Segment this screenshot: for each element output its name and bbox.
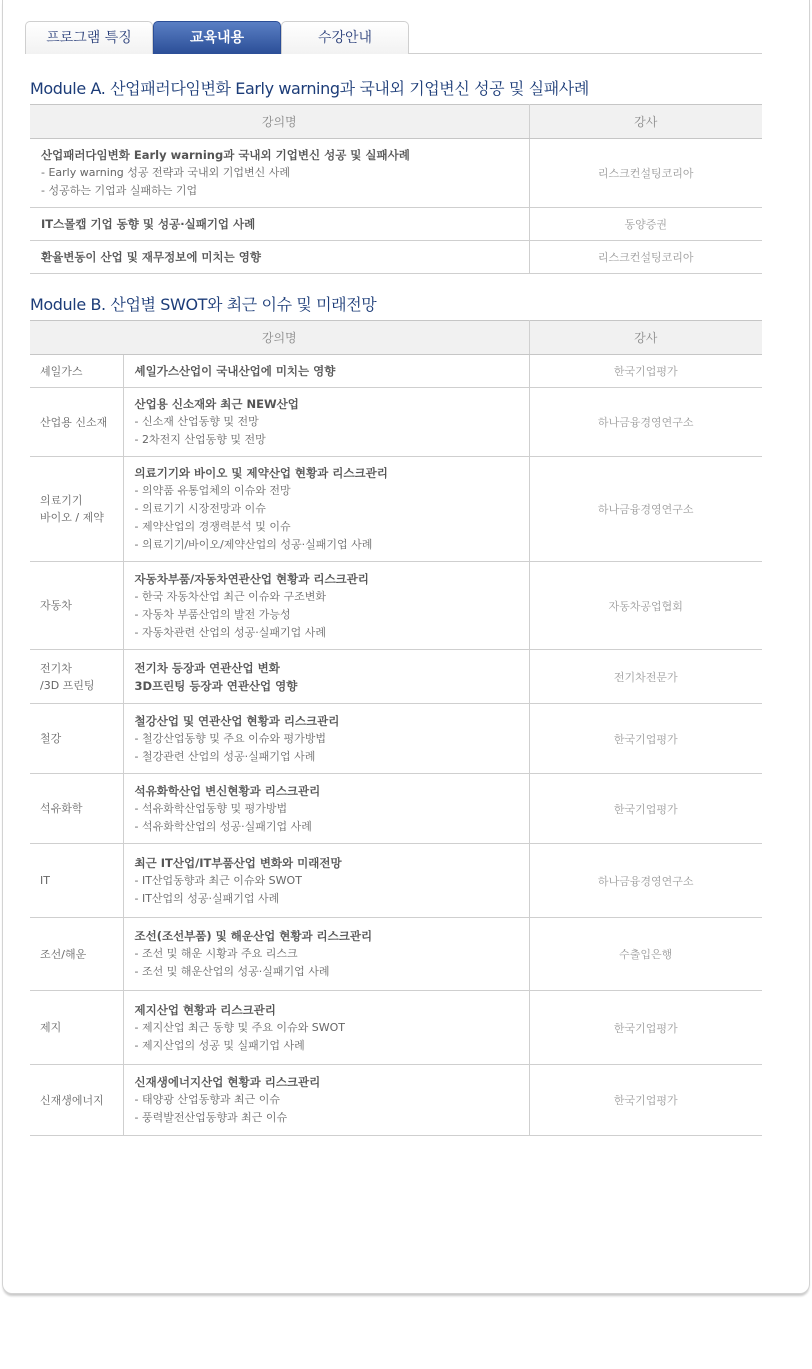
tab-enrollment-info[interactable]: 수강안내 [281,21,409,54]
lecture-sub: - 석유화학산업의 성공·실패기업 사례 [134,819,312,833]
table-row [30,774,762,844]
instructor-cell: 한국기업평가 [529,991,762,1065]
table-row [30,388,762,457]
table-row [30,457,762,562]
instructor-cell: 한국기업평가 [529,1065,762,1136]
category-label: 조선/해운 [40,947,87,961]
instructor-cell: 한국기업평가 [529,355,762,388]
category-label: 셰일가스 [40,364,83,378]
lecture-sub: - 철강산업동향 및 주요 이슈와 평가방법 [134,731,326,745]
header-lecture: 강의명 [30,105,529,139]
category-label: 산업용 신소재 [40,415,108,429]
lecture-cell [30,208,529,241]
table-row [30,208,762,241]
lecture-title: 제지산업 현황과 리스크관리 [134,1002,276,1017]
category-label: 석유화학 [40,802,83,815]
table-row [30,562,762,650]
header-lecture: 강의명 [30,321,529,355]
lecture-sub: - 한국 자동차산업 최근 이슈와 구조변화 [134,589,326,603]
lecture-sub: - IT산업동향과 최근 이슈와 SWOT [134,873,302,887]
instructor-cell: 리스크컨설팅코리아 [529,241,762,274]
lecture-cell [123,457,529,562]
table-row [30,139,762,208]
category-cell [30,1065,123,1136]
lecture-sub: - 의료기기/바이오/제약산업의 성공·실패기업 사례 [134,538,373,551]
category-cell [30,650,123,704]
lecture-cell [123,1065,529,1136]
lecture-sub: - IT산업의 성공·실패기업 사례 [134,891,280,905]
lecture-sub: - 자동차 부품산업의 발전 가능성 [134,607,291,621]
lecture-sub: - 성공하는 기업과 실패하는 기업 [41,184,198,197]
lecture-cell [30,139,529,208]
instructor-cell: 하나금융경영연구소 [529,457,762,562]
lecture-sub: - 조선 및 해운산업의 성공·실패기업 사례 [134,965,330,978]
lecture-title: 신재생에너지산업 현황과 리스크관리 [134,1075,321,1089]
category-cell [30,844,123,918]
module-b-title: Module B. 산업별 SWOT와 최근 이슈 및 미래전망 [30,295,377,314]
lecture-cell [123,650,529,704]
lecture-title: 산업패러다임변화 Early warning과 국내외 기업변신 성공 및 실패사례 [41,148,410,162]
table-row [30,650,762,704]
lecture-sub: - 의료기기 시장전망과 이슈 [134,502,266,515]
lecture-cell [123,562,529,650]
lecture-title: 의료기기와 바이오 및 제약산업 현황과 리스크관리 [134,466,388,480]
instructor-cell: 리스크컨설팅코리아 [529,139,762,208]
lecture-cell [123,991,529,1065]
lecture-sub: - 2차전지 산업동향 및 전망 [134,433,266,446]
lecture-title: 석유화학산업 변신현황과 리스크관리 [134,783,321,798]
category-cell [30,562,123,650]
category-label: 철강 [40,732,62,745]
category-label: 바이오 / 제약 [40,511,104,524]
table-row [30,918,762,991]
module-b-table [30,320,762,1136]
lecture-sub: - 풍력발전산업동향과 최근 이슈 [134,1111,288,1124]
lecture-cell [123,388,529,457]
category-cell [30,918,123,991]
category-cell [30,774,123,844]
tab-program-features[interactable]: 프로그램 특징 [25,21,153,54]
lecture-title: 최근 IT산업/IT부품산업 변화와 미래전망 [134,855,342,870]
tab-curriculum[interactable]: 교육내용 [153,21,281,54]
lecture-sub: - 제약산업의 경쟁력분석 및 이슈 [134,520,291,533]
lecture-title: 산업용 신소재와 최근 NEW산업 [134,397,299,411]
category-label: 의료기기 [40,494,83,507]
instructor-cell: 한국기업평가 [529,774,762,844]
table-row [30,1065,762,1136]
lecture-title: 셰일가스산업이 국내산업에 미치는 영향 [134,364,336,378]
instructor-cell: 전기차전문가 [529,650,762,704]
lecture-sub: - 신소재 산업동향 및 전망 [134,415,259,428]
lecture-sub: - Early warning 성공 전략과 국내외 기업변신 사례 [41,166,291,179]
category-cell [30,991,123,1065]
instructor-cell: 하나금융경영연구소 [529,844,762,918]
lecture-title: 환율변동이 산업 및 재무정보에 미치는 영향 [41,250,261,264]
table-row [30,704,762,774]
lecture-cell [123,918,529,991]
lecture-sub: - 태양광 산업동향과 최근 이슈 [134,1093,280,1106]
instructor-cell: 한국기업평가 [529,704,762,774]
table-row [30,355,762,388]
table-row [30,991,762,1065]
lecture-sub: - 자동차관련 산업의 성공·실패기업 사례 [134,625,326,639]
lecture-cell [123,355,529,388]
lecture-sub: - 제지산업의 성공 및 실패기업 사례 [134,1038,305,1052]
lecture-sub: - 철강관련 산업의 성공·실패기업 사례 [134,749,316,763]
lecture-title: IT스몰캡 기업 동향 및 성공·실패기업 사례 [41,217,256,231]
lecture-title: 철강산업 및 연관산업 현황과 리스크관리 [134,713,340,728]
lecture-cell [30,241,529,274]
instructor-cell: 자동차공업협회 [529,562,762,650]
category-label: IT [40,874,50,887]
category-label: 자동차 [40,599,72,612]
category-cell [30,457,123,562]
category-cell [30,355,123,388]
header-instructor: 강사 [529,105,762,139]
lecture-sub: - 석유화학산업동향 및 평가방법 [134,801,288,815]
lecture-sub: - 제지산업 최근 동향 및 주요 이슈와 SWOT [134,1020,345,1034]
category-label: 제지 [40,1021,62,1034]
category-cell [30,388,123,457]
instructor-cell: 수출입은행 [529,918,762,991]
lecture-cell [123,844,529,918]
module-a-title: Module A. 산업패러다임변화 Early warning과 국내외 기업변신 성공 및 실패사례 [30,79,589,98]
lecture-sub: - 의약품 유통업체의 이슈와 전망 [134,484,291,497]
table-row [30,844,762,918]
category-label: /3D 프린팅 [40,678,95,692]
lecture-title: 3D프린팅 등장과 연관산업 영향 [134,678,298,693]
instructor-cell: 하나금융경영연구소 [529,388,762,457]
category-cell [30,704,123,774]
header-instructor: 강사 [529,321,762,355]
lecture-title: 조선(조선부품) 및 해운산업 현황과 리스크관리 [134,929,373,943]
lecture-cell [123,704,529,774]
tab-bar [25,21,762,54]
category-label: 신재생에너지 [40,1093,104,1107]
lecture-cell [123,774,529,844]
category-label: 전기차 [40,661,72,675]
lecture-title: 전기차 등장과 연관산업 변화 [134,660,280,675]
lecture-title: 자동차부품/자동차연관산업 현황과 리스크관리 [134,571,369,586]
instructor-cell: 동양증권 [529,208,762,241]
module-a-table [30,104,762,274]
table-row [30,241,762,274]
lecture-sub: - 조선 및 해운 시황과 주요 리스크 [134,947,298,960]
